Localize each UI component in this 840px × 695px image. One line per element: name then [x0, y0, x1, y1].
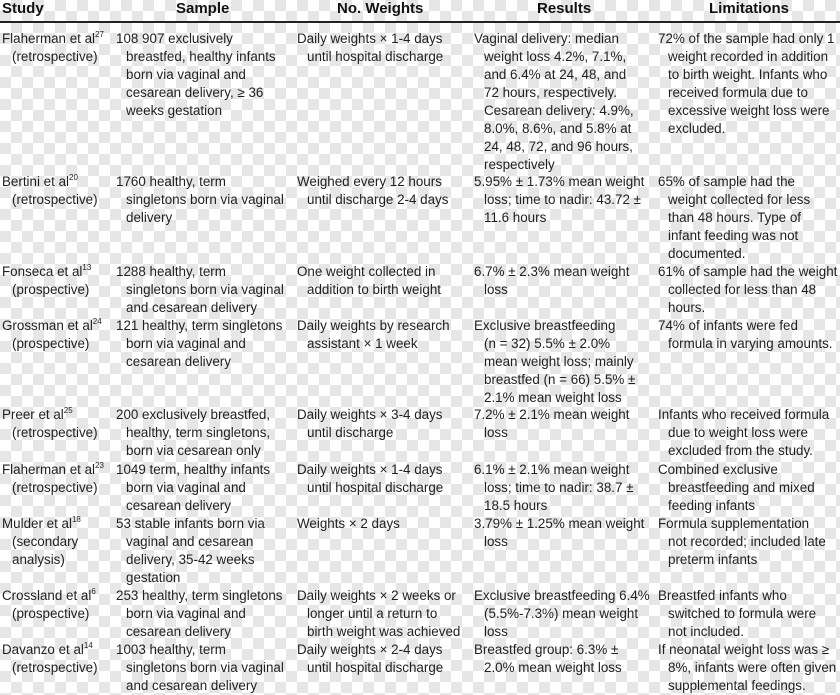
study-author-name: Flaherman et al: [2, 462, 96, 477]
weights-cell: [297, 406, 443, 442]
weights-line: Daily weights × 3-4 days: [297, 407, 443, 422]
header-limitations: Limitations: [709, 0, 790, 17]
sample-line: singletons born via vaginal: [126, 282, 284, 297]
limitations-line: supplemental feedings.: [668, 678, 806, 693]
weights-cell: [297, 587, 460, 641]
weights-line: Weighed every 12 hours: [297, 174, 442, 189]
limitations-cell: [658, 461, 815, 515]
limitations-cell: [658, 30, 834, 138]
sample-line: weeks gestation: [126, 103, 223, 118]
results-line: 7.2% ± 2.1% mean weight: [474, 407, 630, 422]
weights-line: Weights × 2 days: [297, 516, 400, 531]
weights-cell: [297, 515, 400, 533]
limitations-line: 61% of sample had the weight: [658, 264, 838, 279]
header-study: Study: [2, 0, 44, 17]
results-cell: [474, 515, 644, 551]
study-design: analysis): [12, 552, 65, 567]
sample-line: delivery: [126, 210, 173, 225]
results-line: 2.0% mean weight loss: [484, 660, 622, 675]
limitations-cell: [658, 317, 832, 353]
limitations-cell: [658, 641, 836, 695]
results-line: weight loss 4.2%, 7.1%,: [484, 49, 627, 64]
weights-line: assistant × 1 week: [307, 336, 418, 351]
weights-line: until hospital discharge: [307, 480, 444, 495]
weights-cell: [297, 317, 450, 353]
sample-line: 121 healthy, term singletons: [116, 318, 283, 333]
limitations-line: received formula due to: [668, 85, 808, 100]
sample-line: 1288 healthy, term: [116, 264, 226, 279]
limitations-line: Infants who received formula: [658, 407, 830, 422]
limitations-line: formula in varying amounts.: [668, 336, 833, 351]
study-design: (retrospective): [12, 425, 98, 440]
sample-cell: [116, 461, 270, 515]
weights-line: until discharge 2-4 days: [307, 192, 449, 207]
limitations-line: to birth weight. Infants who: [668, 67, 828, 82]
sample-line: born via vaginal and: [126, 67, 246, 82]
sample-line: born via cesarean only: [126, 443, 261, 458]
results-line: loss: [484, 282, 508, 297]
study-reference: 20: [69, 173, 78, 182]
results-line: loss: [484, 425, 508, 440]
weights-line: until hospital discharge: [307, 660, 444, 675]
sample-cell: [116, 515, 265, 587]
results-line: and 6.4% at 24, 48, and: [484, 67, 627, 82]
study-author: [2, 30, 104, 48]
results-line: 5.95% ± 1.73% mean weight: [474, 174, 645, 189]
sample-cell: [116, 173, 284, 227]
sample-line: delivery, 35-42 weeks: [126, 552, 255, 567]
weights-cell: [297, 263, 441, 299]
results-cell: [474, 263, 629, 299]
results-line: Exclusive breastfeeding 6.4%: [474, 588, 650, 603]
study-design: (retrospective): [12, 49, 98, 64]
study-cell: [2, 30, 104, 66]
results-line: mean weight loss; mainly: [484, 354, 634, 369]
sample-line: born via vaginal and: [126, 606, 246, 621]
results-line: (5.5%-7.3%) mean weight: [484, 606, 639, 621]
limitations-line: preterm infants: [668, 552, 758, 567]
weights-cell: [297, 461, 443, 497]
results-line: Breastfed group: 6.3% ±: [474, 642, 619, 657]
study-author-name: Grossman et al: [2, 318, 93, 333]
limitations-cell: [658, 263, 837, 317]
sample-line: born via vaginal and: [126, 336, 246, 351]
sample-line: cesarean delivery: [126, 498, 231, 513]
weights-line: Daily weights × 1-4 days: [297, 462, 443, 477]
study-reference: 23: [95, 461, 104, 470]
results-line: respectively: [484, 157, 555, 172]
study-reference: 14: [83, 641, 93, 650]
study-author: [2, 173, 98, 191]
study-cell: [2, 587, 96, 623]
limitations-line: 65% of sample had the: [658, 174, 795, 189]
results-line: loss: [484, 534, 508, 549]
results-line: 72 hours, respectively.: [484, 85, 617, 100]
study-design: (retrospective): [12, 480, 98, 495]
sample-line: and cesarean delivery: [126, 678, 258, 693]
results-line: loss; time to nadir: 43.72 ±: [484, 192, 641, 207]
results-cell: [474, 30, 634, 174]
results-line: Vaginal delivery: median: [474, 31, 619, 46]
weights-cell: [297, 641, 443, 677]
header-rule: [0, 21, 840, 23]
study-reference: 6: [91, 587, 96, 596]
study-reference: 24: [92, 317, 102, 326]
results-line: 18.5 hours: [484, 498, 548, 513]
sample-line: 1760 healthy, term: [116, 174, 226, 189]
limitations-cell: [658, 406, 829, 460]
weights-line: Daily weights by research: [297, 318, 450, 333]
sample-line: 200 exclusively breastfed,: [116, 407, 271, 422]
limitations-line: 8%, infants were often given: [668, 660, 837, 675]
limitations-line: 72% of the sample had only 1: [658, 31, 835, 46]
limitations-line: documented.: [668, 246, 746, 261]
study-author-name: Flaherman et al: [2, 31, 96, 46]
sample-line: 53 stable infants born via: [116, 516, 265, 531]
results-line: 6.7% ± 2.3% mean weight: [474, 264, 630, 279]
sample-line: cesarean delivery, ≥ 36: [126, 85, 264, 100]
results-line: 2.1% mean weight loss: [484, 390, 622, 405]
study-author-name: Preer et al: [2, 407, 64, 422]
weights-line: addition to birth weight: [307, 282, 441, 297]
limitations-line: infant feeding was not: [668, 228, 799, 243]
limitations-line: switched to formula were: [668, 606, 817, 621]
study-reference: 13: [82, 263, 92, 272]
weights-line: Daily weights × 1-4 days: [297, 31, 443, 46]
results-line: breastfed (n = 66) 5.5% ±: [484, 372, 636, 387]
sample-line: 108 907 exclusively: [116, 31, 233, 46]
limitations-line: feeding infants: [668, 498, 756, 513]
study-author-name: Bertini et al: [2, 174, 69, 189]
results-line: (n = 32) 5.5% ± 2.0%: [484, 336, 611, 351]
sample-line: born via vaginal and: [126, 480, 246, 495]
sample-line: cesarean delivery: [126, 624, 231, 639]
results-cell: [474, 317, 635, 407]
limitations-cell: [658, 515, 826, 569]
limitations-line: excluded from the study.: [668, 443, 813, 458]
weights-line: birth weight was achieved: [307, 624, 461, 639]
weights-line: until discharge: [307, 425, 394, 440]
weights-cell: [297, 30, 443, 66]
study-cell: [2, 461, 104, 497]
limitations-line: If neonatal weight loss was ≥: [658, 642, 830, 657]
study-author-name: Davanzo et al: [2, 642, 84, 657]
limitations-line: not recorded; included late: [668, 534, 826, 549]
limitations-line: excessive weight loss were: [668, 103, 830, 118]
results-line: loss: [484, 624, 508, 639]
limitations-line: 74% of infants were fed: [658, 318, 798, 333]
limitations-cell: [658, 587, 816, 641]
study-design: (retrospective): [12, 660, 98, 675]
study-cell: [2, 406, 98, 442]
study-design: (prospective): [12, 606, 90, 621]
sample-cell: [116, 30, 276, 120]
limitations-line: collected for less than 48: [668, 282, 817, 297]
sample-line: 1049 term, healthy infants: [116, 462, 271, 477]
study-cell: [2, 173, 98, 209]
sample-cell: [116, 406, 270, 460]
weights-cell: [297, 173, 448, 209]
limitations-line: than 48 hours. Type of: [668, 210, 802, 225]
weights-line: Daily weights × 2-4 days: [297, 642, 443, 657]
limitations-line: Combined exclusive: [658, 462, 778, 477]
sample-cell: [116, 317, 283, 371]
results-cell: [474, 587, 650, 641]
sample-line: and cesarean delivery: [126, 300, 258, 315]
results-cell: [474, 461, 634, 515]
results-cell: [474, 406, 629, 442]
header-sample: Sample: [176, 0, 230, 17]
header-results: Results: [537, 0, 592, 17]
results-cell: [474, 173, 644, 227]
study-cell: [2, 263, 91, 299]
results-line: Exclusive breastfeeding: [474, 318, 616, 333]
sample-cell: [116, 641, 284, 695]
results-cell: [474, 641, 622, 677]
study-author: [2, 263, 91, 281]
sample-line: 1003 healthy, term: [116, 642, 226, 657]
weights-line: longer until a return to: [307, 606, 438, 621]
study-author-name: Mulder et al: [2, 516, 72, 531]
limitations-line: weight recorded in addition: [668, 49, 829, 64]
sample-line: vaginal and cesarean: [126, 534, 254, 549]
study-cell: [2, 317, 102, 353]
study-author: [2, 641, 98, 659]
study-author-name: Crossland et al: [2, 588, 92, 603]
study-reference: 25: [63, 406, 73, 415]
sample-line: singletons born via vaginal: [126, 192, 284, 207]
results-line: Cesarean delivery: 4.9%,: [484, 103, 634, 118]
results-line: 8.0%, 8.6%, and 5.8% at: [484, 121, 632, 136]
study-author: [2, 317, 102, 335]
study-author: [2, 587, 96, 605]
study-design: (prospective): [12, 282, 90, 297]
study-cell: [2, 515, 81, 569]
limitations-line: weight collected for less: [668, 192, 811, 207]
results-line: 3.79% ± 1.25% mean weight: [474, 516, 645, 531]
weights-line: One weight collected in: [297, 264, 436, 279]
study-author-name: Fonseca et al: [2, 264, 83, 279]
limitations-line: Formula supplementation: [658, 516, 810, 531]
study-author: [2, 406, 98, 424]
limitations-cell: [658, 173, 810, 263]
sample-line: breastfed, healthy infants: [126, 49, 276, 64]
limitations-line: excluded.: [668, 121, 726, 136]
weights-line: Daily weights × 2 weeks or: [297, 588, 456, 603]
study-design: (retrospective): [12, 192, 98, 207]
study-design: (secondary: [12, 534, 79, 549]
sample-line: healthy, term singletons,: [126, 425, 271, 440]
sample-line: singletons born via vaginal: [126, 660, 284, 675]
sample-line: cesarean delivery: [126, 354, 231, 369]
study-reference: 18: [71, 515, 81, 524]
study-cell: [2, 641, 98, 677]
weights-line: until hospital discharge: [307, 49, 444, 64]
limitations-line: Breastfed infants who: [658, 588, 787, 603]
study-design: (prospective): [12, 336, 90, 351]
header-no-weights: No. Weights: [337, 0, 424, 17]
study-reference: 27: [95, 30, 104, 39]
study-author: [2, 515, 81, 533]
results-line: loss; time to nadir: 38.7 ±: [484, 480, 634, 495]
results-line: 24, 48, 72, and 96 hours,: [484, 139, 633, 154]
sample-line: 253 healthy, term singletons: [116, 588, 283, 603]
limitations-line: due to weight loss were: [668, 425, 808, 440]
sample-cell: [116, 263, 284, 317]
limitations-line: not included.: [668, 624, 744, 639]
sample-cell: [116, 587, 283, 641]
limitations-line: hours.: [668, 300, 706, 315]
limitations-line: breastfeeding and mixed: [668, 480, 815, 495]
study-author: [2, 461, 104, 479]
results-line: 11.6 hours: [484, 210, 547, 225]
sample-line: gestation: [126, 570, 181, 585]
results-line: 6.1% ± 2.1% mean weight: [474, 462, 630, 477]
